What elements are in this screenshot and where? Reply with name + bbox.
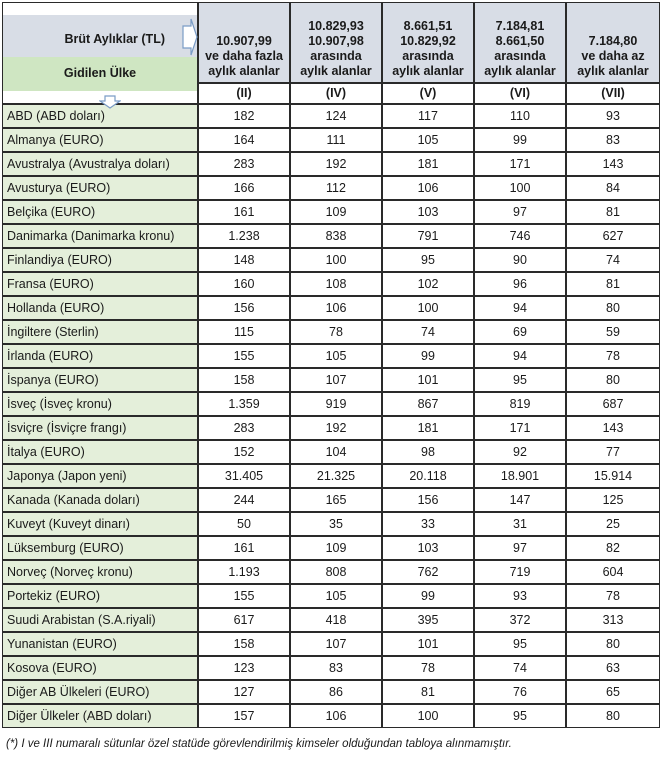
table-row bbox=[2, 656, 660, 680]
value-cell: 80 bbox=[566, 296, 660, 320]
country-cell: Kanada (Kanada doları) bbox=[2, 488, 198, 512]
roman-numeral: (IV) bbox=[290, 83, 382, 104]
value-cell: 84 bbox=[566, 176, 660, 200]
allowance-table-frame bbox=[2, 2, 660, 728]
value-cell: 111 bbox=[290, 128, 382, 152]
value-cell: 97 bbox=[474, 200, 566, 224]
value-cell: 95 bbox=[474, 704, 566, 728]
value-cell: 86 bbox=[290, 680, 382, 704]
table-row bbox=[2, 320, 660, 344]
value-cell: 101 bbox=[382, 368, 474, 392]
value-cell: 103 bbox=[382, 200, 474, 224]
value-cell: 127 bbox=[198, 680, 290, 704]
value-cell: 99 bbox=[382, 344, 474, 368]
value-cell: 33 bbox=[382, 512, 474, 536]
country-cell: Norveç (Norveç kronu) bbox=[2, 560, 198, 584]
country-cell: Finlandiya (EURO) bbox=[2, 248, 198, 272]
value-cell: 164 bbox=[198, 128, 290, 152]
column-header-VII: 7.184,80 ve daha az aylık alanlar bbox=[566, 2, 660, 83]
country-header-box bbox=[3, 57, 197, 91]
value-cell: 100 bbox=[290, 248, 382, 272]
country-cell: Portekiz (EURO) bbox=[2, 584, 198, 608]
value-cell: 63 bbox=[566, 656, 660, 680]
value-cell: 78 bbox=[566, 584, 660, 608]
value-cell: 80 bbox=[566, 368, 660, 392]
value-cell: 74 bbox=[382, 320, 474, 344]
value-cell: 92 bbox=[474, 440, 566, 464]
value-cell: 181 bbox=[382, 416, 474, 440]
value-cell: 103 bbox=[382, 536, 474, 560]
value-cell: 867 bbox=[382, 392, 474, 416]
value-cell: 78 bbox=[382, 656, 474, 680]
country-cell: İngiltere (Sterlin) bbox=[2, 320, 198, 344]
value-cell: 158 bbox=[198, 632, 290, 656]
value-cell: 160 bbox=[198, 272, 290, 296]
country-cell: İsveç (İsveç kronu) bbox=[2, 392, 198, 416]
value-cell: 418 bbox=[290, 608, 382, 632]
country-cell: Avustralya (Avustralya doları) bbox=[2, 152, 198, 176]
arrow-right-icon bbox=[182, 18, 198, 56]
value-cell: 372 bbox=[474, 608, 566, 632]
value-cell: 105 bbox=[290, 584, 382, 608]
value-cell: 99 bbox=[474, 128, 566, 152]
value-cell: 244 bbox=[198, 488, 290, 512]
value-cell: 99 bbox=[382, 584, 474, 608]
value-cell: 100 bbox=[382, 704, 474, 728]
value-cell: 95 bbox=[382, 248, 474, 272]
value-cell: 74 bbox=[566, 248, 660, 272]
roman-numeral: (II) bbox=[198, 83, 290, 104]
country-cell: İrlanda (EURO) bbox=[2, 344, 198, 368]
value-cell: 98 bbox=[382, 440, 474, 464]
value-cell: 109 bbox=[290, 536, 382, 560]
value-cell: 104 bbox=[290, 440, 382, 464]
table-row bbox=[2, 536, 660, 560]
country-cell: Kosova (EURO) bbox=[2, 656, 198, 680]
table-row bbox=[2, 416, 660, 440]
value-cell: 100 bbox=[474, 176, 566, 200]
salary-header-label: Brüt Aylıklar (TL) bbox=[64, 32, 165, 46]
value-cell: 81 bbox=[382, 680, 474, 704]
country-cell: Kuveyt (Kuveyt dinarı) bbox=[2, 512, 198, 536]
value-cell: 20.118 bbox=[382, 464, 474, 488]
value-cell: 123 bbox=[198, 656, 290, 680]
country-cell: Yunanistan (EURO) bbox=[2, 632, 198, 656]
value-cell: 102 bbox=[382, 272, 474, 296]
value-cell: 90 bbox=[474, 248, 566, 272]
value-cell: 80 bbox=[566, 704, 660, 728]
value-cell: 1.193 bbox=[198, 560, 290, 584]
value-cell: 125 bbox=[566, 488, 660, 512]
value-cell: 97 bbox=[474, 536, 566, 560]
header-corner-cell bbox=[2, 2, 198, 104]
value-cell: 74 bbox=[474, 656, 566, 680]
value-cell: 21.325 bbox=[290, 464, 382, 488]
table-row bbox=[2, 176, 660, 200]
country-cell: Diğer Ülkeler (ABD doları) bbox=[2, 704, 198, 728]
value-cell: 143 bbox=[566, 416, 660, 440]
arrow-down-icon bbox=[99, 95, 121, 109]
table-row bbox=[2, 440, 660, 464]
value-cell: 1.359 bbox=[198, 392, 290, 416]
table-row bbox=[2, 680, 660, 704]
value-cell: 105 bbox=[290, 344, 382, 368]
value-cell: 158 bbox=[198, 368, 290, 392]
value-cell: 148 bbox=[198, 248, 290, 272]
value-cell: 96 bbox=[474, 272, 566, 296]
value-cell: 182 bbox=[198, 104, 290, 128]
table-row bbox=[2, 248, 660, 272]
table-row bbox=[2, 344, 660, 368]
country-cell: Almanya (EURO) bbox=[2, 128, 198, 152]
value-cell: 78 bbox=[290, 320, 382, 344]
value-cell: 719 bbox=[474, 560, 566, 584]
value-cell: 106 bbox=[290, 704, 382, 728]
value-cell: 100 bbox=[382, 296, 474, 320]
table-row bbox=[2, 584, 660, 608]
value-cell: 107 bbox=[290, 632, 382, 656]
value-cell: 80 bbox=[566, 632, 660, 656]
value-cell: 110 bbox=[474, 104, 566, 128]
value-cell: 192 bbox=[290, 152, 382, 176]
value-cell: 156 bbox=[382, 488, 474, 512]
country-cell: Japonya (Japon yeni) bbox=[2, 464, 198, 488]
value-cell: 762 bbox=[382, 560, 474, 584]
table-row bbox=[2, 128, 660, 152]
value-cell: 93 bbox=[474, 584, 566, 608]
value-cell: 117 bbox=[382, 104, 474, 128]
value-cell: 152 bbox=[198, 440, 290, 464]
value-cell: 94 bbox=[474, 344, 566, 368]
column-header-IV: 10.829,93 10.907,98 arasında aylık alanlar bbox=[290, 2, 382, 83]
value-cell: 808 bbox=[290, 560, 382, 584]
value-cell: 161 bbox=[198, 536, 290, 560]
value-cell: 687 bbox=[566, 392, 660, 416]
value-cell: 93 bbox=[566, 104, 660, 128]
table-row bbox=[2, 272, 660, 296]
value-cell: 395 bbox=[382, 608, 474, 632]
country-cell: İtalya (EURO) bbox=[2, 440, 198, 464]
value-cell: 31 bbox=[474, 512, 566, 536]
value-cell: 50 bbox=[198, 512, 290, 536]
value-cell: 65 bbox=[566, 680, 660, 704]
country-cell: Belçika (EURO) bbox=[2, 200, 198, 224]
value-cell: 35 bbox=[290, 512, 382, 536]
country-cell: İsviçre (İsviçre frangı) bbox=[2, 416, 198, 440]
value-cell: 77 bbox=[566, 440, 660, 464]
value-cell: 83 bbox=[566, 128, 660, 152]
value-cell: 181 bbox=[382, 152, 474, 176]
table-row bbox=[2, 296, 660, 320]
column-header-VI: 7.184,81 8.661,50 arasında aylık alanlar bbox=[474, 2, 566, 83]
value-cell: 107 bbox=[290, 368, 382, 392]
roman-numeral: (VII) bbox=[566, 83, 660, 104]
value-cell: 94 bbox=[474, 296, 566, 320]
value-cell: 59 bbox=[566, 320, 660, 344]
value-cell: 106 bbox=[290, 296, 382, 320]
value-cell: 838 bbox=[290, 224, 382, 248]
table-row bbox=[2, 488, 660, 512]
table-body bbox=[2, 104, 660, 728]
value-cell: 156 bbox=[198, 296, 290, 320]
value-cell: 819 bbox=[474, 392, 566, 416]
value-cell: 78 bbox=[566, 344, 660, 368]
value-cell: 15.914 bbox=[566, 464, 660, 488]
table-row bbox=[2, 608, 660, 632]
country-cell: Fransa (EURO) bbox=[2, 272, 198, 296]
country-cell: Suudi Arabistan (S.A.riyali) bbox=[2, 608, 198, 632]
value-cell: 604 bbox=[566, 560, 660, 584]
value-cell: 791 bbox=[382, 224, 474, 248]
value-cell: 108 bbox=[290, 272, 382, 296]
value-cell: 166 bbox=[198, 176, 290, 200]
value-cell: 95 bbox=[474, 632, 566, 656]
value-cell: 69 bbox=[474, 320, 566, 344]
country-cell: Hollanda (EURO) bbox=[2, 296, 198, 320]
value-cell: 31.405 bbox=[198, 464, 290, 488]
value-cell: 165 bbox=[290, 488, 382, 512]
value-cell: 283 bbox=[198, 152, 290, 176]
value-cell: 25 bbox=[566, 512, 660, 536]
value-cell: 155 bbox=[198, 344, 290, 368]
country-cell: Avusturya (EURO) bbox=[2, 176, 198, 200]
country-cell: ABD (ABD doları) bbox=[2, 104, 198, 128]
value-cell: 313 bbox=[566, 608, 660, 632]
table-row bbox=[2, 704, 660, 728]
column-header-II: 10.907,99 ve daha fazla aylık alanlar bbox=[198, 2, 290, 83]
roman-numeral: (V) bbox=[382, 83, 474, 104]
value-cell: 101 bbox=[382, 632, 474, 656]
value-cell: 192 bbox=[290, 416, 382, 440]
table-row bbox=[2, 224, 660, 248]
table-row bbox=[2, 152, 660, 176]
table-row bbox=[2, 512, 660, 536]
allowance-table bbox=[2, 2, 660, 728]
value-cell: 106 bbox=[382, 176, 474, 200]
country-cell: Danimarka (Danimarka kronu) bbox=[2, 224, 198, 248]
value-cell: 81 bbox=[566, 200, 660, 224]
footnote: (*) I ve III numaralı sütunlar özel statüde görevlendirilmiş kimseler olduğundan tabloya alınmamıştır. bbox=[6, 738, 512, 750]
country-cell: Diğer AB Ülkeleri (EURO) bbox=[2, 680, 198, 704]
value-cell: 81 bbox=[566, 272, 660, 296]
value-cell: 109 bbox=[290, 200, 382, 224]
value-cell: 18.901 bbox=[474, 464, 566, 488]
column-header-V: 8.661,51 10.829,92 arasında aylık alanlar bbox=[382, 2, 474, 83]
value-cell: 124 bbox=[290, 104, 382, 128]
table-row bbox=[2, 632, 660, 656]
country-cell: İspanya (EURO) bbox=[2, 368, 198, 392]
value-cell: 171 bbox=[474, 416, 566, 440]
salary-header-box bbox=[3, 15, 197, 57]
value-cell: 105 bbox=[382, 128, 474, 152]
table-row bbox=[2, 200, 660, 224]
table-row bbox=[2, 464, 660, 488]
value-cell: 283 bbox=[198, 416, 290, 440]
value-cell: 1.238 bbox=[198, 224, 290, 248]
value-cell: 76 bbox=[474, 680, 566, 704]
table-row bbox=[2, 392, 660, 416]
value-cell: 112 bbox=[290, 176, 382, 200]
value-cell: 617 bbox=[198, 608, 290, 632]
value-cell: 919 bbox=[290, 392, 382, 416]
value-cell: 83 bbox=[290, 656, 382, 680]
value-cell: 627 bbox=[566, 224, 660, 248]
country-header-label: Gidilen Ülke bbox=[63, 66, 137, 80]
value-cell: 155 bbox=[198, 584, 290, 608]
table-row bbox=[2, 560, 660, 584]
value-cell: 147 bbox=[474, 488, 566, 512]
value-cell: 161 bbox=[198, 200, 290, 224]
value-cell: 95 bbox=[474, 368, 566, 392]
value-cell: 157 bbox=[198, 704, 290, 728]
value-cell: 82 bbox=[566, 536, 660, 560]
value-cell: 143 bbox=[566, 152, 660, 176]
value-cell: 171 bbox=[474, 152, 566, 176]
country-cell: Lüksemburg (EURO) bbox=[2, 536, 198, 560]
value-cell: 115 bbox=[198, 320, 290, 344]
roman-numeral: (VI) bbox=[474, 83, 566, 104]
table-row bbox=[2, 368, 660, 392]
value-cell: 746 bbox=[474, 224, 566, 248]
